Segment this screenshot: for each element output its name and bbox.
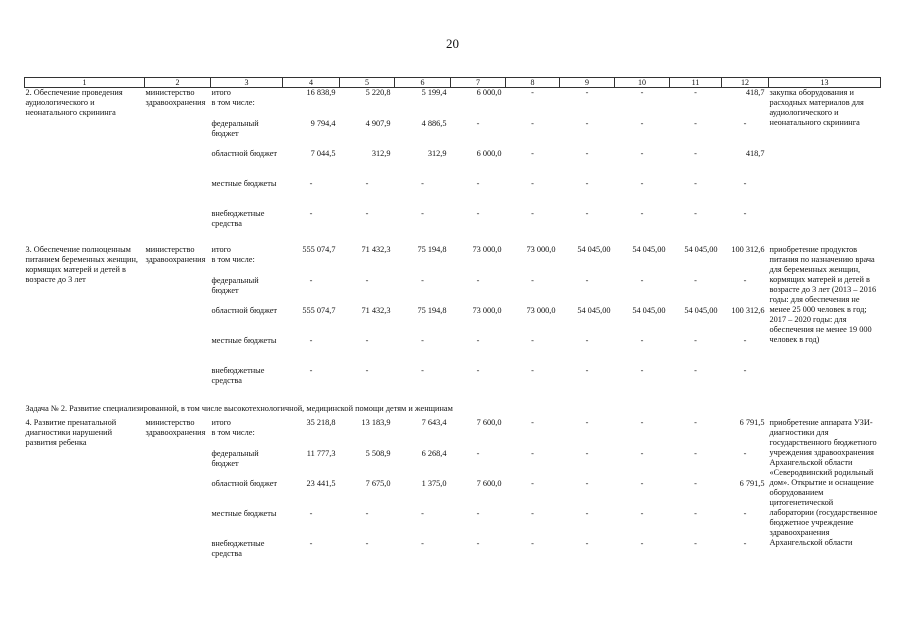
value-cell: - <box>694 538 697 548</box>
value-cell: - <box>309 508 313 518</box>
expected-result: приобретение продуктов питания по назначению врача для беременных женщин, кормящих матерей и детей в возрасте до 3 лет (2013 – 2016 годы: для обеспечения не менее 25 000 человек в год; 2017 – 2020 годы: для обеспечения не менее 19 000 человек в год) <box>769 244 877 344</box>
funding-source-label: итого <box>211 417 231 427</box>
value-cell: - <box>640 538 644 548</box>
value-cell: - <box>476 448 480 458</box>
value-cell: 71 432,3 <box>361 305 391 315</box>
value-cell: - <box>743 508 747 518</box>
value-cell: - <box>476 118 480 128</box>
header-row <box>25 78 881 88</box>
value-cell: 73 000,0 <box>472 305 502 315</box>
funding-source-label: областной бюджет <box>211 478 278 488</box>
value-cell: 73 000,0 <box>526 305 556 315</box>
funding-source <box>211 119 283 149</box>
value-cell: - <box>476 335 480 345</box>
col-header: 7 <box>451 78 506 88</box>
value-cell: 312,9 <box>427 148 447 158</box>
value-cell: - <box>585 275 589 285</box>
value-cell: - <box>694 508 697 518</box>
value-cell: - <box>743 208 747 218</box>
value-cell: - <box>421 208 424 218</box>
expected-result: закупка оборудования и расходных материалов для аудиологического и неонатального скрининга <box>769 88 864 127</box>
table-row <box>25 88 881 119</box>
task-row <box>25 402 881 418</box>
value-cell: - <box>365 508 369 518</box>
value-cell: 6 000,0 <box>476 148 502 158</box>
value-cell: 5 199,4 <box>421 88 447 97</box>
value-cell: 5 220,8 <box>365 88 391 97</box>
col-header: 12 <box>722 78 769 88</box>
funding-source <box>211 509 283 539</box>
expected-result: приобретение аппарата УЗИ-диагностики для государственного бюджетного учреждения здравоохранения Архангельской области «Северодвинский родильный дом». Открытие и оснащение оборудованием цитогенетической лаборатории (государственное бюджетное учреждение здравоохранения Архангельской области <box>769 417 878 547</box>
value-cell: - <box>585 508 589 518</box>
funding-source-label: областной бюджет <box>211 305 278 315</box>
value-cell: 6 791,5 <box>739 478 765 488</box>
col-header: 9 <box>560 78 615 88</box>
value-cell: 73 000,0 <box>526 244 556 254</box>
funding-source-label: местные бюджеты <box>211 335 277 345</box>
funding-source <box>211 149 283 179</box>
value-cell: - <box>743 178 747 188</box>
value-cell: - <box>743 118 747 128</box>
value-cell: 4 907,9 <box>365 118 391 128</box>
value-cell: - <box>531 335 534 345</box>
funding-source-sub: в том числе: <box>211 254 255 264</box>
value-cell: - <box>531 478 534 488</box>
funding-source-label: внебюджетные средства <box>211 365 265 385</box>
value-cell: - <box>640 88 644 97</box>
value-cell: 11 777,3 <box>306 448 336 458</box>
value-cell: - <box>640 335 644 345</box>
value-cell: - <box>640 118 644 128</box>
value-cell: - <box>585 417 589 427</box>
value-cell: - <box>640 508 644 518</box>
value-cell: 5 508,9 <box>365 448 391 458</box>
value-cell: 312,9 <box>371 148 391 158</box>
value-cell: - <box>694 478 697 488</box>
col-header: 13 <box>769 78 881 88</box>
value-cell: - <box>309 208 313 218</box>
value-cell: - <box>694 178 697 188</box>
value-cell: 418,7 <box>745 148 765 158</box>
col-header: 10 <box>615 78 670 88</box>
value-cell: - <box>694 208 697 218</box>
value-cell: 555 074,7 <box>302 305 336 315</box>
funding-source <box>211 88 283 119</box>
value-cell: 418,7 <box>745 88 765 97</box>
value-cell: - <box>421 178 424 188</box>
value-cell: 23 441,5 <box>306 478 336 488</box>
value-cell: 73 000,0 <box>472 244 502 254</box>
value-cell: - <box>476 508 480 518</box>
measure-title: 4. Развитие пренатальной диагностики нарушений развития ребенка <box>25 417 117 447</box>
value-cell: - <box>694 417 697 427</box>
value-cell: - <box>421 538 424 548</box>
funding-source <box>211 336 283 366</box>
value-cell: - <box>531 365 534 375</box>
value-cell: - <box>365 275 369 285</box>
value-cell: - <box>694 365 697 375</box>
responsible-executor: министерство здравоохранения <box>145 244 206 264</box>
value-cell: - <box>531 275 534 285</box>
funding-source <box>211 245 283 276</box>
value-cell: - <box>476 275 480 285</box>
value-cell: - <box>531 208 534 218</box>
value-cell: 71 432,3 <box>361 244 391 254</box>
value-cell: - <box>585 208 589 218</box>
value-cell: - <box>694 88 697 97</box>
value-cell: - <box>365 335 369 345</box>
col-header: 8 <box>506 78 560 88</box>
responsible-executor: министерство здравоохранения <box>145 88 206 107</box>
value-cell: 16 838,9 <box>306 88 336 97</box>
table-row <box>25 418 881 449</box>
value-cell: 6 268,4 <box>421 448 447 458</box>
value-cell: - <box>309 275 313 285</box>
funding-source-label: итого <box>211 88 231 97</box>
value-cell: - <box>585 335 589 345</box>
value-cell: - <box>421 335 424 345</box>
value-cell: - <box>421 275 424 285</box>
funding-source <box>211 179 283 209</box>
value-cell: - <box>531 508 534 518</box>
value-cell: 100 312,6 <box>731 244 765 254</box>
value-cell: - <box>694 148 697 158</box>
funding-source <box>211 276 283 306</box>
value-cell: - <box>743 448 747 458</box>
value-cell: 555 074,7 <box>302 244 336 254</box>
funding-source-label: федеральный бюджет <box>211 118 259 138</box>
value-cell: - <box>640 365 644 375</box>
value-cell: - <box>743 335 747 345</box>
value-cell: - <box>585 178 589 188</box>
funding-source-label: внебюджетные средства <box>211 538 265 558</box>
value-cell: 54 045,00 <box>684 244 718 254</box>
value-cell: - <box>585 365 589 375</box>
value-cell: - <box>476 208 480 218</box>
col-header: 6 <box>395 78 451 88</box>
value-cell: - <box>585 538 589 548</box>
value-cell: - <box>694 335 697 345</box>
value-cell: - <box>585 448 589 458</box>
value-cell: 75 194,8 <box>417 244 447 254</box>
funding-source-label: итого <box>211 244 231 254</box>
value-cell: - <box>743 275 747 285</box>
value-cell: 4 886,5 <box>421 118 447 128</box>
page-number: 20 <box>446 36 459 51</box>
funding-source <box>211 306 283 336</box>
value-cell: - <box>421 365 424 375</box>
measure-title: 2. Обеспечение проведения аудиологического и неонатального скрининга <box>25 88 123 117</box>
col-header: 3 <box>211 78 283 88</box>
value-cell: 7 600,0 <box>476 417 502 427</box>
value-cell: 7 600,0 <box>476 478 502 488</box>
value-cell: 54 045,00 <box>632 305 666 315</box>
funding-source-sub: в том числе: <box>211 98 255 107</box>
value-cell: - <box>585 148 589 158</box>
value-cell: - <box>585 478 589 488</box>
col-header: 1 <box>25 78 145 88</box>
value-cell: - <box>476 365 480 375</box>
value-cell: 35 218,8 <box>306 417 336 427</box>
value-cell: 54 045,00 <box>632 244 666 254</box>
task-heading: Задача № 2. Развитие специализированной, в том числе высокотехнологичной, медицинской помощи детям и женщинам <box>25 403 453 413</box>
col-header: 11 <box>670 78 722 88</box>
table-body <box>25 88 881 575</box>
value-cell: - <box>531 118 534 128</box>
funding-source <box>211 418 283 449</box>
value-cell: 100 312,6 <box>731 305 765 315</box>
value-cell: - <box>743 365 747 375</box>
value-cell: - <box>365 538 369 548</box>
value-cell: 6 791,5 <box>739 417 765 427</box>
value-cell: - <box>640 417 644 427</box>
funding-source <box>211 366 283 396</box>
program-table <box>24 77 881 575</box>
funding-source <box>211 209 283 239</box>
funding-source <box>211 479 283 509</box>
value-cell: 9 794,4 <box>310 118 336 128</box>
value-cell: - <box>476 538 480 548</box>
funding-source-label: областной бюджет <box>211 148 278 158</box>
funding-source-label: местные бюджеты <box>211 178 277 188</box>
value-cell: - <box>640 478 644 488</box>
col-header: 5 <box>340 78 395 88</box>
funding-source <box>211 539 283 569</box>
value-cell: - <box>309 335 313 345</box>
value-cell: - <box>365 178 369 188</box>
value-cell: - <box>531 88 534 97</box>
value-cell: 54 045,00 <box>684 305 718 315</box>
value-cell: - <box>309 365 313 375</box>
value-cell: 54 045,00 <box>577 244 611 254</box>
value-cell: - <box>309 178 313 188</box>
value-cell: - <box>585 88 589 97</box>
value-cell: - <box>743 538 747 548</box>
value-cell: - <box>476 178 480 188</box>
col-header: 2 <box>145 78 211 88</box>
spacer-row <box>25 569 881 575</box>
value-cell: - <box>309 538 313 548</box>
value-cell: 1 375,0 <box>421 478 447 488</box>
value-cell: - <box>694 118 697 128</box>
value-cell: 7 044,5 <box>310 148 336 158</box>
value-cell: 75 194,8 <box>417 305 447 315</box>
funding-source-sub: в том числе: <box>211 427 255 437</box>
responsible-executor: министерство здравоохранения <box>145 417 206 437</box>
value-cell: - <box>531 178 534 188</box>
value-cell: - <box>640 275 644 285</box>
value-cell: - <box>531 538 534 548</box>
value-cell: - <box>531 148 534 158</box>
funding-source-label: внебюджетные средства <box>211 208 265 228</box>
value-cell: 54 045,00 <box>577 305 611 315</box>
value-cell: - <box>531 448 534 458</box>
value-cell: - <box>640 208 644 218</box>
value-cell: - <box>694 448 697 458</box>
value-cell: 7 643,4 <box>421 417 447 427</box>
value-cell: - <box>531 417 534 427</box>
funding-source <box>211 449 283 479</box>
funding-source-label: местные бюджеты <box>211 508 277 518</box>
value-cell: - <box>585 118 589 128</box>
funding-source-label: федеральный бюджет <box>211 448 259 468</box>
value-cell: - <box>640 178 644 188</box>
col-header: 4 <box>283 78 340 88</box>
value-cell: - <box>694 275 697 285</box>
value-cell: - <box>365 365 369 375</box>
value-cell: 6 000,0 <box>476 88 502 97</box>
table-row <box>25 245 881 276</box>
value-cell: - <box>365 208 369 218</box>
value-cell: 13 183,9 <box>361 417 391 427</box>
measure-title: 3. Обеспечение полноценным питанием беременных женщин, кормящих матерей и детей в возрасте до 3 лет <box>25 244 139 284</box>
value-cell: - <box>640 148 644 158</box>
funding-source-label: федеральный бюджет <box>211 275 259 295</box>
value-cell: 7 675,0 <box>365 478 391 488</box>
value-cell: - <box>421 508 424 518</box>
value-cell: - <box>640 448 644 458</box>
